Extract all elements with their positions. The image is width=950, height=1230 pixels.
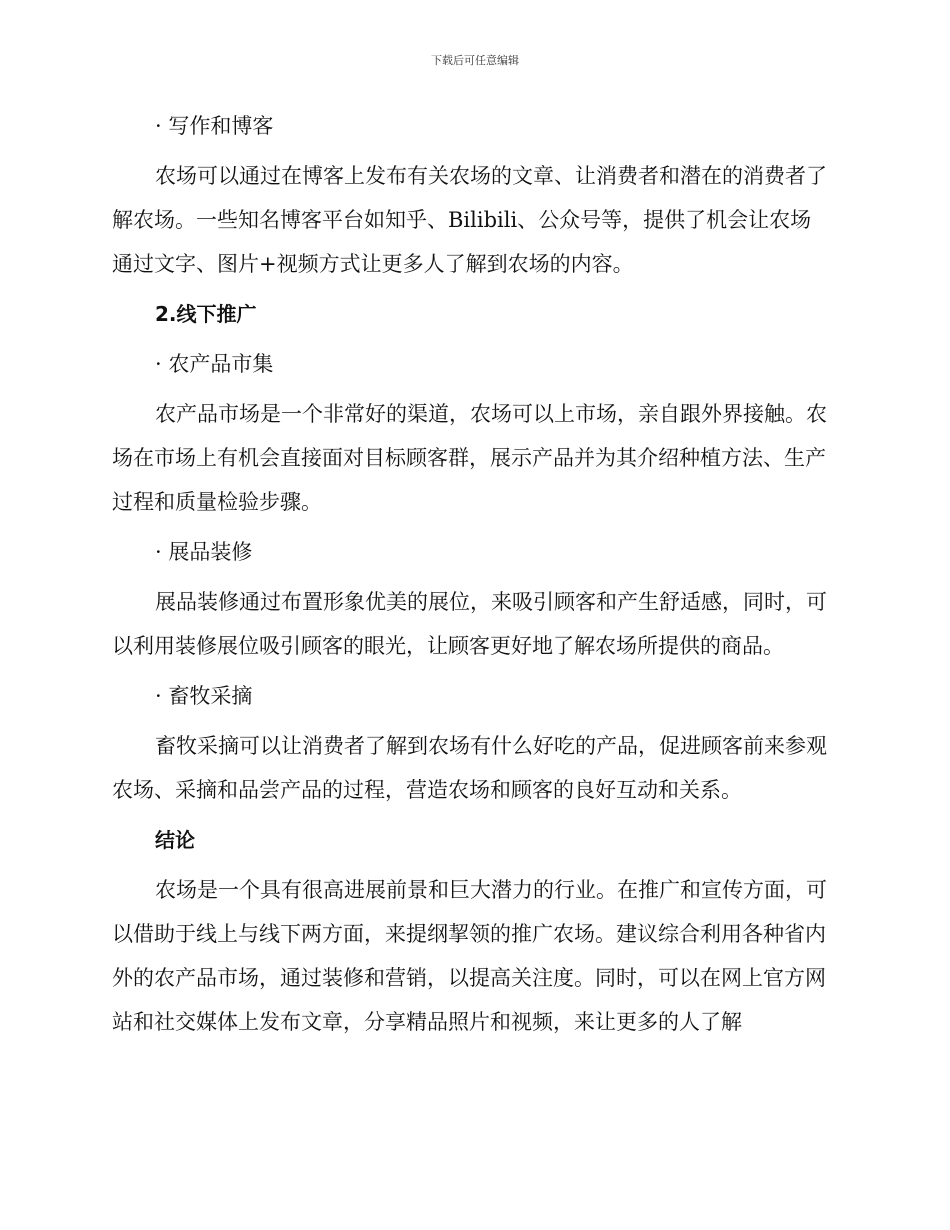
page-header: 下载后可任意编辑 (431, 54, 519, 67)
paragraph-farmers-market: 农产品市场是一个非常好的渠道，农场可以上市场，亲自跟外界接触。农场在市场上有机会直接面对目标顾客群，展示产品并为其介绍种植方法、生产过程和质量检验步骤。 (112, 402, 827, 514)
paragraph-conclusion: 农场是一个具有很高进展前景和巨大潜力的行业。在推广和宣传方面，可以借助于线上与线下两方面，来提纲挈领的推广农场。建议综合利用各种省内外的农产品市场，通过装修和营销，以提高关注度。同时，可以在网上官方网站和社交媒体上发布文章，分享精品照片和视频，来让更多的人了解 (112, 878, 827, 1034)
bullet-livestock-picking: · 畜牧采摘 (155, 684, 253, 708)
section-heading-offline-promotion: 2.线下推广 (155, 302, 257, 326)
bullet-farmers-market: · 农产品市集 (155, 352, 274, 376)
paragraph-livestock-picking: 畜牧采摘可以让消费者了解到农场有什么好吃的产品，促进顾客前来参观农场、采摘和品尝产品的过程，营造农场和顾客的良好互动和关系。 (112, 734, 827, 802)
document-body (112, 104, 832, 1050)
paragraph-blog-promotion: 农场可以通过在博客上发布有关农场的文章、让消费者和潜在的消费者了解农场。一些知名博客平台如知乎、Bilibili、公众号等，提供了机会让农场通过文字、图片+视频方式让更多人了解到农场的内容。 (112, 164, 827, 276)
bullet-exhibit-decoration: · 展品装修 (155, 540, 253, 564)
paragraph-exhibit-decoration: 展品装修通过布置形象优美的展位，来吸引顾客和产生舒适感，同时，可以利用装修展位吸引顾客的眼光，让顾客更好地了解农场所提供的商品。 (112, 590, 827, 658)
bullet-writing-and-blogs: · 写作和博客 (155, 114, 274, 138)
section-heading-conclusion: 结论 (155, 828, 195, 852)
